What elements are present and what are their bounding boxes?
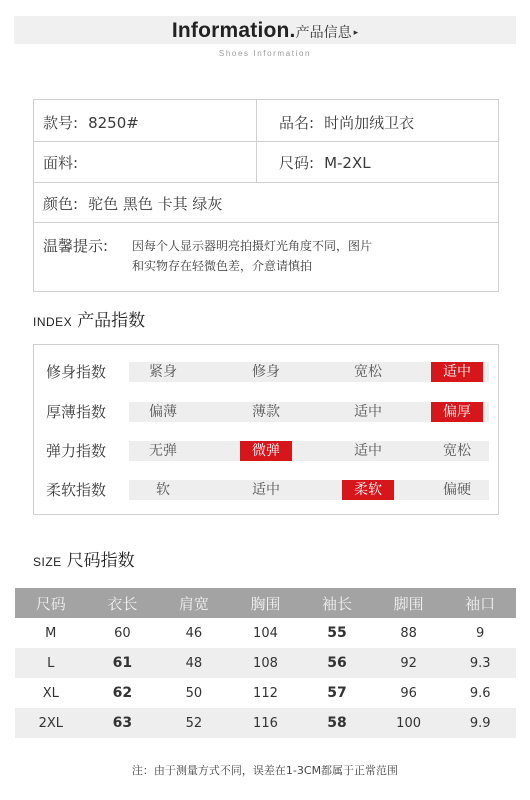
- table-cell: 9: [476, 625, 485, 641]
- index-title-cn: 产品指数: [77, 311, 146, 331]
- index-option: 紧身: [149, 364, 177, 380]
- table-row: [15, 678, 516, 708]
- table-cell: XL: [42, 685, 59, 701]
- table-row: [15, 618, 516, 648]
- index-option: 适中: [354, 443, 382, 459]
- divider: [34, 222, 498, 223]
- size-field: [279, 152, 371, 173]
- index-option: 适中: [354, 404, 382, 420]
- index-row-label: 弹力指数: [46, 442, 107, 460]
- index-option: 适中: [252, 482, 280, 498]
- divider: [34, 141, 498, 142]
- title-cn: 产品信息: [295, 25, 352, 41]
- table-cell: 96: [400, 685, 417, 701]
- column-header: 脚围: [373, 588, 445, 618]
- table-cell: 50: [185, 685, 203, 701]
- product-index-box: [33, 344, 499, 515]
- table-row: [15, 648, 516, 678]
- table-cell: 9.6: [469, 685, 491, 701]
- divider: [34, 182, 498, 183]
- index-row: [34, 480, 498, 500]
- table-cell: 2XL: [15, 708, 87, 738]
- name-field: [279, 112, 414, 133]
- index-option: 偏薄: [149, 404, 177, 420]
- table-cell: L: [15, 648, 87, 678]
- fabric-field: [43, 152, 88, 173]
- table-cell: 62: [112, 685, 133, 701]
- fabric-label: 面料:: [43, 154, 79, 172]
- table-cell: 92: [373, 648, 445, 678]
- page-subtitle: Shoes Information: [218, 49, 312, 58]
- table-cell: 108: [230, 648, 302, 678]
- table-header-row: [15, 588, 516, 618]
- index-option: 宽松: [443, 443, 471, 459]
- table-cell: 58: [301, 708, 373, 738]
- column-header: 袖长: [301, 588, 373, 618]
- tip-label: 温馨提示:: [43, 237, 109, 255]
- index-option-selected: 柔软: [342, 480, 394, 500]
- table-cell: 60: [114, 625, 131, 641]
- index-row: [34, 402, 498, 422]
- index-title-en: INDEX: [33, 315, 73, 329]
- name-label: 品名:: [279, 114, 315, 132]
- name-value: 时尚加绒卫衣: [324, 114, 415, 132]
- page-title: [0, 18, 530, 43]
- table-cell: 56: [301, 648, 373, 678]
- size-label: 尺码:: [279, 154, 315, 172]
- table-cell: 63: [87, 708, 159, 738]
- column-header: 肩宽: [158, 588, 230, 618]
- model-field: [43, 112, 139, 133]
- index-row-label: 厚薄指数: [46, 403, 107, 421]
- size-title-cn: 尺码指数: [66, 551, 135, 571]
- index-option-selected: 适中: [431, 362, 483, 382]
- table-cell: 112: [253, 685, 278, 701]
- index-option: 宽松: [354, 364, 382, 380]
- model-label: 款号:: [43, 114, 79, 132]
- index-row: [34, 362, 498, 382]
- tip-text: [132, 236, 432, 276]
- tip-line: 和实物存在轻微色差，介意请慎拍: [132, 259, 313, 273]
- index-row: [34, 441, 498, 461]
- title-en: Information.: [171, 19, 296, 42]
- table-cell: 55: [327, 625, 347, 641]
- table-cell: 52: [158, 708, 230, 738]
- tip-line: 因每个人显示器明亮拍摄灯光角度不同，图片: [132, 239, 373, 253]
- index-section-title: [33, 306, 145, 331]
- table-cell: 9.9: [444, 708, 516, 738]
- size-title-en: SIZE: [33, 555, 62, 569]
- column-header: 尺码: [15, 588, 87, 618]
- size-value: M-2XL: [324, 154, 371, 172]
- index-scale: [129, 402, 489, 422]
- index-scale: [129, 362, 489, 382]
- divider: [256, 100, 257, 182]
- index-option-selected: 偏厚: [431, 402, 483, 422]
- product-info-box: [33, 99, 499, 292]
- table-cell: 61: [87, 648, 159, 678]
- column-header: 袖口: [444, 588, 516, 618]
- column-header: 胸围: [230, 588, 302, 618]
- index-option: 偏硬: [443, 482, 471, 498]
- index-scale: [129, 441, 489, 461]
- index-option: 无弹: [149, 443, 177, 459]
- table-cell: 46: [185, 625, 203, 641]
- table-cell: 48: [158, 648, 230, 678]
- color-value: 驼色 黑色 卡其 绿灰: [88, 195, 223, 213]
- table-cell: M: [45, 625, 57, 641]
- color-field: [43, 193, 222, 214]
- table-cell: 100: [373, 708, 445, 738]
- table-cell: 88: [400, 625, 417, 641]
- index-option: 修身: [252, 364, 280, 380]
- size-section-title: [33, 546, 135, 571]
- index-option: 薄款: [252, 404, 280, 420]
- table-row: [15, 708, 516, 738]
- table-cell: 9.3: [444, 648, 516, 678]
- table-cell: 57: [327, 685, 347, 701]
- index-option: 软: [156, 482, 170, 498]
- index-row-label: 修身指数: [46, 363, 107, 381]
- measurement-note: 注：由于测量方式不同，误差在1-3CM都属于正常范围: [131, 764, 399, 777]
- index-scale: [129, 480, 489, 500]
- index-option-selected: 微弹: [240, 441, 292, 461]
- model-value: 8250#: [88, 114, 139, 132]
- table-cell: 104: [253, 625, 278, 641]
- size-table: [15, 588, 516, 738]
- index-row-label: 柔软指数: [46, 481, 107, 499]
- column-header: 衣长: [87, 588, 159, 618]
- play-arrow-icon: ▸: [353, 28, 359, 38]
- table-cell: 116: [230, 708, 302, 738]
- color-label: 颜色:: [43, 195, 79, 213]
